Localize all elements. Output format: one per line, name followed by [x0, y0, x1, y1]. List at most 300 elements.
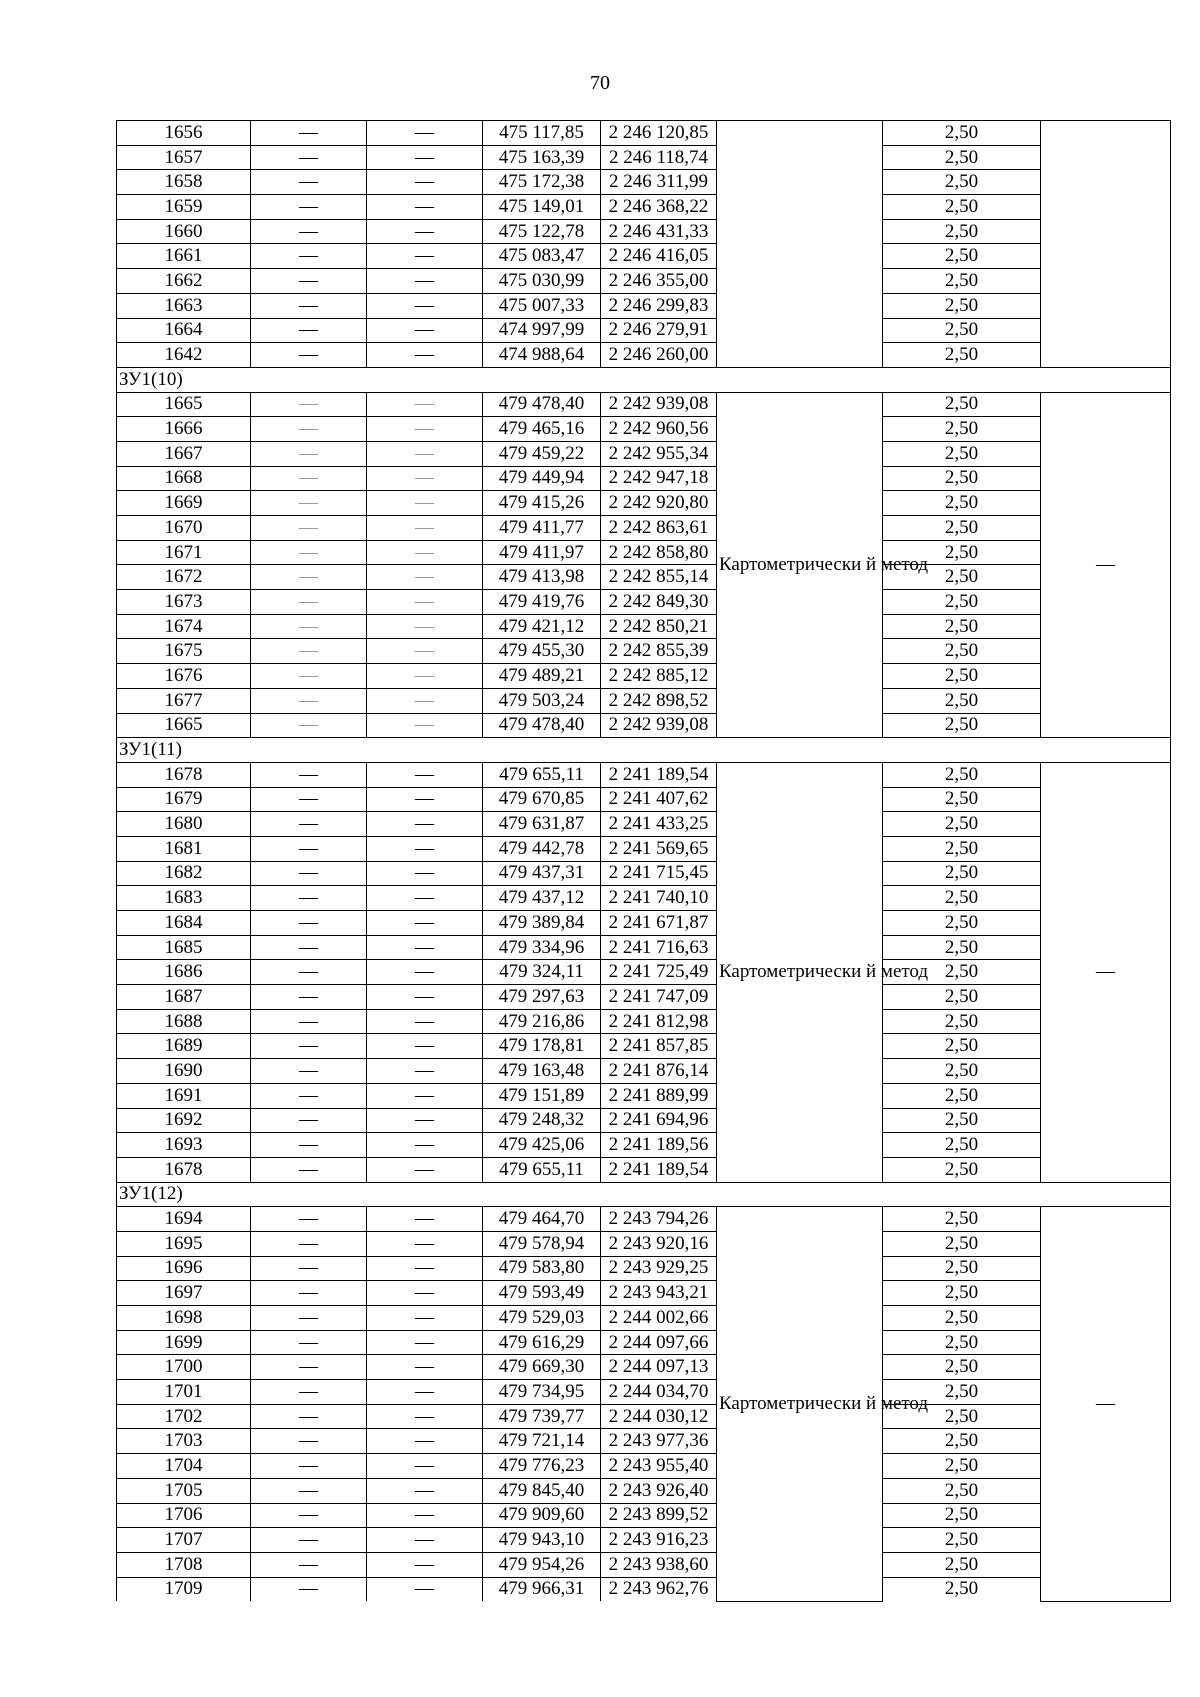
point-number: 1691: [117, 1083, 251, 1108]
dash-cell: —: [251, 1157, 367, 1182]
accuracy-value: 2,50: [883, 1577, 1041, 1601]
coordinate-x: 479 465,16: [483, 417, 601, 442]
accuracy-value: 2,50: [883, 540, 1041, 565]
dash-cell: —: [367, 614, 483, 639]
dash-cell: —: [251, 293, 367, 318]
coordinate-y: 2 246 120,85: [601, 121, 717, 146]
extra-cell: —: [1041, 1207, 1171, 1602]
table-row: [117, 244, 1171, 269]
dash-cell: —: [251, 343, 367, 368]
dash-cell: —: [367, 911, 483, 936]
coordinate-x: 475 030,99: [483, 269, 601, 294]
dash-cell: —: [251, 1404, 367, 1429]
point-number: 1690: [117, 1059, 251, 1084]
dash-cell: —: [367, 985, 483, 1010]
coordinate-y: 2 242 850,21: [601, 614, 717, 639]
accuracy-value: 2,50: [883, 1059, 1041, 1084]
dash-cell: —: [251, 565, 367, 590]
coordinate-x: 479 455,30: [483, 639, 601, 664]
dash-cell: —: [367, 1009, 483, 1034]
accuracy-value: 2,50: [883, 861, 1041, 886]
coordinate-x: 479 739,77: [483, 1404, 601, 1429]
accuracy-value: 2,50: [883, 1133, 1041, 1158]
point-number: 1683: [117, 886, 251, 911]
dash-cell: —: [367, 1577, 483, 1601]
coordinate-x: 479 334,96: [483, 935, 601, 960]
coordinate-x: 479 248,32: [483, 1108, 601, 1133]
accuracy-value: 2,50: [883, 1503, 1041, 1528]
accuracy-value: 2,50: [883, 1083, 1041, 1108]
coordinate-y: 2 241 747,09: [601, 985, 717, 1010]
coordinate-x: 479 437,12: [483, 886, 601, 911]
coordinate-y: 2 241 716,63: [601, 935, 717, 960]
point-number: 1657: [117, 145, 251, 170]
point-number: 1664: [117, 318, 251, 343]
table-row: [117, 1207, 1171, 1232]
coordinate-x: 479 616,29: [483, 1330, 601, 1355]
coordinate-y: 2 246 299,83: [601, 293, 717, 318]
coordinate-x: 479 966,31: [483, 1577, 601, 1601]
accuracy-value: 2,50: [883, 170, 1041, 195]
table-row: [117, 1355, 1171, 1380]
coordinate-y: 2 241 671,87: [601, 911, 717, 936]
dash-cell: —: [251, 762, 367, 787]
table-row: [117, 417, 1171, 442]
point-number: 1693: [117, 1133, 251, 1158]
point-number: 1656: [117, 121, 251, 146]
coordinate-x: 479 734,95: [483, 1380, 601, 1405]
table-row: [117, 1133, 1171, 1158]
dash-cell: —: [251, 935, 367, 960]
accuracy-value: 2,50: [883, 1330, 1041, 1355]
coordinate-y: 2 243 977,36: [601, 1429, 717, 1454]
dash-cell: —: [367, 1478, 483, 1503]
coordinate-y: 2 242 955,34: [601, 441, 717, 466]
table-row: [117, 836, 1171, 861]
table-row: [117, 1380, 1171, 1405]
point-number: 1688: [117, 1009, 251, 1034]
table-row: [117, 1330, 1171, 1355]
coordinate-y: 2 241 740,10: [601, 886, 717, 911]
coordinate-x: 475 149,01: [483, 195, 601, 220]
table-row: [117, 985, 1171, 1010]
dash-cell: —: [251, 1059, 367, 1084]
accuracy-value: 2,50: [883, 516, 1041, 541]
coordinate-y: 2 242 939,08: [601, 392, 717, 417]
method-cell: Картометрически й метод: [717, 392, 883, 738]
coordinate-x: 475 163,39: [483, 145, 601, 170]
point-number: 1699: [117, 1330, 251, 1355]
dash-cell: —: [367, 1281, 483, 1306]
dash-cell: —: [367, 1552, 483, 1577]
dash-cell: —: [251, 219, 367, 244]
point-number: 1701: [117, 1380, 251, 1405]
coordinate-x: 475 007,33: [483, 293, 601, 318]
dash-cell: —: [251, 787, 367, 812]
point-number: 1673: [117, 590, 251, 615]
point-number: 1677: [117, 688, 251, 713]
coordinate-y: 2 243 899,52: [601, 1503, 717, 1528]
dash-cell: —: [367, 1503, 483, 1528]
accuracy-value: 2,50: [883, 1528, 1041, 1553]
coordinate-x: 475 117,85: [483, 121, 601, 146]
dash-cell: —: [367, 540, 483, 565]
table-row: [117, 145, 1171, 170]
coordinate-x: 479 631,87: [483, 812, 601, 837]
point-number: 1668: [117, 466, 251, 491]
dash-cell: —: [251, 318, 367, 343]
dash-cell: —: [251, 614, 367, 639]
coordinate-x: 479 324,11: [483, 960, 601, 985]
dash-cell: —: [367, 886, 483, 911]
point-number: 1665: [117, 713, 251, 738]
accuracy-value: 2,50: [883, 985, 1041, 1010]
dash-cell: —: [367, 960, 483, 985]
table-row: [117, 269, 1171, 294]
point-number: 1709: [117, 1577, 251, 1601]
dash-cell: —: [251, 145, 367, 170]
coordinate-y: 2 243 926,40: [601, 1478, 717, 1503]
accuracy-value: 2,50: [883, 1429, 1041, 1454]
dash-cell: —: [367, 269, 483, 294]
table-row: [117, 392, 1171, 417]
coordinate-x: 479 216,86: [483, 1009, 601, 1034]
dash-cell: —: [367, 244, 483, 269]
dash-cell: —: [251, 1355, 367, 1380]
dash-cell: —: [251, 1528, 367, 1553]
point-number: 1665: [117, 392, 251, 417]
point-number: 1697: [117, 1281, 251, 1306]
accuracy-value: 2,50: [883, 565, 1041, 590]
table-row: [117, 441, 1171, 466]
accuracy-value: 2,50: [883, 417, 1041, 442]
table-row: [117, 1059, 1171, 1084]
dash-cell: —: [367, 145, 483, 170]
section-label: ЗУ1(10): [117, 367, 1171, 392]
point-number: 1705: [117, 1478, 251, 1503]
table-row: [117, 861, 1171, 886]
point-number: 1660: [117, 219, 251, 244]
coordinate-x: 479 464,70: [483, 1207, 601, 1232]
coordinate-y: 2 241 189,54: [601, 1157, 717, 1182]
dash-cell: —: [251, 713, 367, 738]
dash-cell: —: [367, 491, 483, 516]
coordinate-x: 479 845,40: [483, 1478, 601, 1503]
table-row: [117, 762, 1171, 787]
coordinate-x: 474 988,64: [483, 343, 601, 368]
point-number: 1671: [117, 540, 251, 565]
dash-cell: —: [251, 1207, 367, 1232]
coordinate-y: 2 241 569,65: [601, 836, 717, 861]
accuracy-value: 2,50: [883, 1256, 1041, 1281]
coordinate-y: 2 246 355,00: [601, 269, 717, 294]
coordinate-y: 2 241 725,49: [601, 960, 717, 985]
dash-cell: —: [251, 1380, 367, 1405]
coordinate-y: 2 241 889,99: [601, 1083, 717, 1108]
coordinate-y: 2 243 920,16: [601, 1231, 717, 1256]
table-row: [117, 713, 1171, 738]
table-row: [117, 1478, 1171, 1503]
dash-cell: —: [251, 664, 367, 689]
point-number: 1669: [117, 491, 251, 516]
accuracy-value: 2,50: [883, 1108, 1041, 1133]
point-number: 1680: [117, 812, 251, 837]
accuracy-value: 2,50: [883, 1306, 1041, 1331]
table-row: [117, 935, 1171, 960]
coordinate-y: 2 246 118,74: [601, 145, 717, 170]
dash-cell: —: [251, 1478, 367, 1503]
table-row: [117, 1083, 1171, 1108]
coordinate-x: 479 655,11: [483, 1157, 601, 1182]
dash-cell: —: [367, 565, 483, 590]
dash-cell: —: [251, 170, 367, 195]
dash-cell: —: [367, 219, 483, 244]
point-number: 1708: [117, 1552, 251, 1577]
coordinate-y: 2 241 812,98: [601, 1009, 717, 1034]
coordinate-x: 479 442,78: [483, 836, 601, 861]
table-row: [117, 787, 1171, 812]
dash-cell: —: [251, 960, 367, 985]
coordinate-x: 479 425,06: [483, 1133, 601, 1158]
coordinate-x: 479 411,77: [483, 516, 601, 541]
coordinate-y: 2 243 943,21: [601, 1281, 717, 1306]
point-number: 1678: [117, 1157, 251, 1182]
point-number: 1663: [117, 293, 251, 318]
coordinate-x: 479 583,80: [483, 1256, 601, 1281]
coordinate-y: 2 243 955,40: [601, 1454, 717, 1479]
dash-cell: —: [367, 516, 483, 541]
coordinate-x: 479 459,22: [483, 441, 601, 466]
point-number: 1642: [117, 343, 251, 368]
point-number: 1662: [117, 269, 251, 294]
dash-cell: —: [367, 590, 483, 615]
coordinate-x: 479 389,84: [483, 911, 601, 936]
dash-cell: —: [251, 491, 367, 516]
dash-cell: —: [251, 441, 367, 466]
coordinate-y: 2 244 097,66: [601, 1330, 717, 1355]
section-header-row: [117, 738, 1171, 763]
accuracy-value: 2,50: [883, 664, 1041, 689]
coordinate-x: 479 415,26: [483, 491, 601, 516]
point-number: 1698: [117, 1306, 251, 1331]
dash-cell: —: [367, 688, 483, 713]
dash-cell: —: [251, 392, 367, 417]
accuracy-value: 2,50: [883, 1157, 1041, 1182]
dash-cell: —: [367, 441, 483, 466]
accuracy-value: 2,50: [883, 836, 1041, 861]
point-number: 1659: [117, 195, 251, 220]
extra-cell: —: [1041, 392, 1171, 738]
table-row: [117, 590, 1171, 615]
coordinates-table: [116, 120, 1171, 1602]
coordinate-y: 2 246 368,22: [601, 195, 717, 220]
coordinate-x: 479 909,60: [483, 1503, 601, 1528]
dash-cell: —: [251, 1281, 367, 1306]
coordinate-y: 2 241 694,96: [601, 1108, 717, 1133]
accuracy-value: 2,50: [883, 1231, 1041, 1256]
dash-cell: —: [367, 1256, 483, 1281]
table-row: [117, 1404, 1171, 1429]
point-number: 1696: [117, 1256, 251, 1281]
dash-cell: —: [367, 417, 483, 442]
dash-cell: —: [251, 121, 367, 146]
point-number: 1703: [117, 1429, 251, 1454]
table-row: [117, 540, 1171, 565]
method-cell: Картометрически й метод: [717, 762, 883, 1182]
table-row: [117, 1306, 1171, 1331]
table-row: [117, 293, 1171, 318]
table-row: [117, 1577, 1171, 1601]
coordinate-x: 479 413,98: [483, 565, 601, 590]
accuracy-value: 2,50: [883, 269, 1041, 294]
coordinate-y: 2 241 407,62: [601, 787, 717, 812]
dash-cell: —: [367, 1108, 483, 1133]
coordinate-x: 474 997,99: [483, 318, 601, 343]
dash-cell: —: [251, 1552, 367, 1577]
coordinate-y: 2 246 416,05: [601, 244, 717, 269]
point-number: 1666: [117, 417, 251, 442]
point-number: 1679: [117, 787, 251, 812]
coordinate-y: 2 242 849,30: [601, 590, 717, 615]
accuracy-value: 2,50: [883, 1552, 1041, 1577]
table-row: [117, 219, 1171, 244]
section-label: ЗУ1(12): [117, 1182, 1171, 1207]
coordinate-y: 2 242 898,52: [601, 688, 717, 713]
dash-cell: —: [251, 886, 367, 911]
point-number: 1704: [117, 1454, 251, 1479]
point-number: 1707: [117, 1528, 251, 1553]
point-number: 1695: [117, 1231, 251, 1256]
dash-cell: —: [367, 343, 483, 368]
coordinate-y: 2 243 962,76: [601, 1577, 717, 1601]
point-number: 1685: [117, 935, 251, 960]
accuracy-value: 2,50: [883, 787, 1041, 812]
dash-cell: —: [367, 713, 483, 738]
table-row: [117, 1552, 1171, 1577]
dash-cell: —: [251, 985, 367, 1010]
point-number: 1700: [117, 1355, 251, 1380]
table-row: [117, 121, 1171, 146]
dash-cell: —: [367, 1083, 483, 1108]
table-row: [117, 516, 1171, 541]
coordinate-y: 2 246 431,33: [601, 219, 717, 244]
dash-cell: —: [367, 812, 483, 837]
accuracy-value: 2,50: [883, 293, 1041, 318]
coordinate-y: 2 242 960,56: [601, 417, 717, 442]
table-row: [117, 664, 1171, 689]
dash-cell: —: [251, 861, 367, 886]
dash-cell: —: [367, 664, 483, 689]
accuracy-value: 2,50: [883, 1009, 1041, 1034]
dash-cell: —: [367, 1207, 483, 1232]
table-row: [117, 1157, 1171, 1182]
dash-cell: —: [367, 392, 483, 417]
coordinate-y: 2 244 030,12: [601, 1404, 717, 1429]
coordinate-x: 475 083,47: [483, 244, 601, 269]
dash-cell: —: [367, 762, 483, 787]
dash-cell: —: [367, 1034, 483, 1059]
dash-cell: —: [367, 1133, 483, 1158]
coordinate-x: 479 776,23: [483, 1454, 601, 1479]
coordinate-y: 2 243 916,23: [601, 1528, 717, 1553]
coordinate-y: 2 242 920,80: [601, 491, 717, 516]
dash-cell: —: [367, 935, 483, 960]
coordinate-y: 2 244 097,13: [601, 1355, 717, 1380]
accuracy-value: 2,50: [883, 244, 1041, 269]
table-row: [117, 491, 1171, 516]
accuracy-value: 2,50: [883, 713, 1041, 738]
coordinate-y: 2 241 189,56: [601, 1133, 717, 1158]
accuracy-value: 2,50: [883, 960, 1041, 985]
dash-cell: —: [251, 1577, 367, 1601]
page-number: 70: [590, 72, 610, 94]
coordinate-y: 2 241 857,85: [601, 1034, 717, 1059]
dash-cell: —: [251, 195, 367, 220]
accuracy-value: 2,50: [883, 1034, 1041, 1059]
dash-cell: —: [367, 1059, 483, 1084]
table-row: [117, 318, 1171, 343]
point-number: 1706: [117, 1503, 251, 1528]
dash-cell: —: [251, 244, 367, 269]
coordinate-y: 2 243 929,25: [601, 1256, 717, 1281]
dash-cell: —: [367, 1355, 483, 1380]
coordinate-x: 479 593,49: [483, 1281, 601, 1306]
point-number: 1670: [117, 516, 251, 541]
section-header-row: [117, 367, 1171, 392]
point-number: 1692: [117, 1108, 251, 1133]
dash-cell: —: [367, 1380, 483, 1405]
table-row: [117, 1528, 1171, 1553]
dash-cell: —: [251, 417, 367, 442]
coordinate-x: 479 503,24: [483, 688, 601, 713]
accuracy-value: 2,50: [883, 1380, 1041, 1405]
accuracy-value: 2,50: [883, 935, 1041, 960]
point-number: 1667: [117, 441, 251, 466]
dash-cell: —: [367, 836, 483, 861]
point-number: 1675: [117, 639, 251, 664]
point-number: 1676: [117, 664, 251, 689]
dash-cell: —: [251, 1503, 367, 1528]
table-row: [117, 812, 1171, 837]
dash-cell: —: [367, 195, 483, 220]
dash-cell: —: [251, 911, 367, 936]
coordinate-x: 475 172,38: [483, 170, 601, 195]
table-row: [117, 195, 1171, 220]
table-row: [117, 1009, 1171, 1034]
accuracy-value: 2,50: [883, 1454, 1041, 1479]
coordinate-x: 479 721,14: [483, 1429, 601, 1454]
point-number: 1674: [117, 614, 251, 639]
coordinate-x: 479 421,12: [483, 614, 601, 639]
table-row: [117, 1454, 1171, 1479]
dash-cell: —: [251, 590, 367, 615]
dash-cell: —: [367, 170, 483, 195]
coordinate-y: 2 242 855,14: [601, 565, 717, 590]
dash-cell: —: [251, 1429, 367, 1454]
coordinate-x: 479 419,76: [483, 590, 601, 615]
dash-cell: —: [367, 861, 483, 886]
point-number: 1681: [117, 836, 251, 861]
point-number: 1661: [117, 244, 251, 269]
table-row: [117, 565, 1171, 590]
coordinate-x: 479 669,30: [483, 1355, 601, 1380]
coordinate-y: 2 241 189,54: [601, 762, 717, 787]
dash-cell: —: [251, 1034, 367, 1059]
accuracy-value: 2,50: [883, 812, 1041, 837]
accuracy-value: 2,50: [883, 466, 1041, 491]
accuracy-value: 2,50: [883, 441, 1041, 466]
dash-cell: —: [251, 466, 367, 491]
